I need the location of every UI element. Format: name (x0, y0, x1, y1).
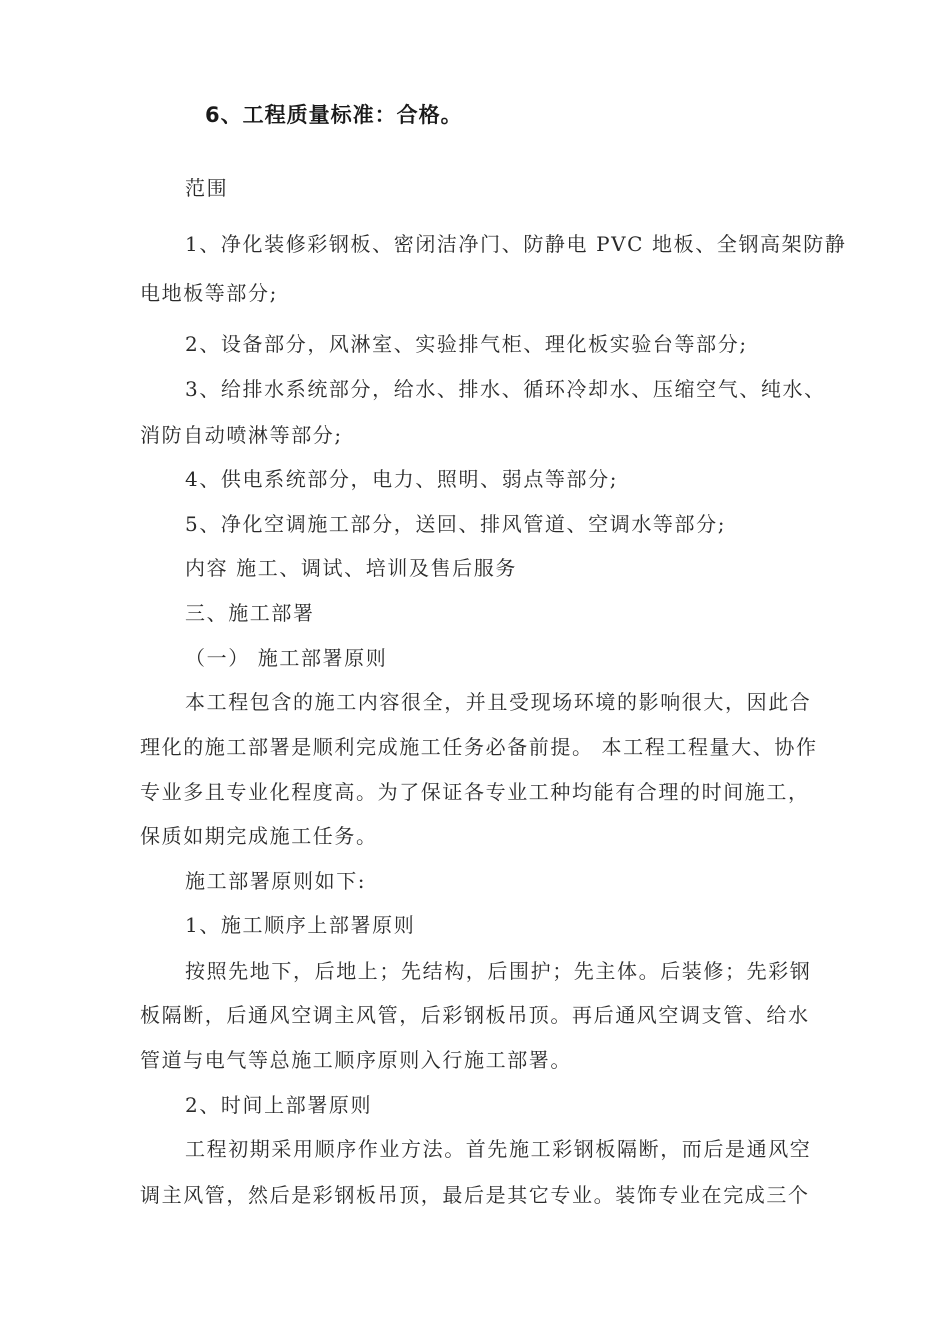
principle-2-line-1: 工程初期采用顺序作业方法。首先施工彩钢板隔断，而后是通风空 (185, 1137, 812, 1161)
principles-intro: 施工部署原则如下: (185, 869, 367, 893)
intro-paragraph-line-4: 保质如期完成施工任务。 (140, 824, 378, 848)
intro-paragraph-line-3: 专业多且专业化程度高。为了保证各专业工种均能有合理的时间施工， (140, 780, 810, 804)
scope-item-3-line-2: 消防自动喷淋等部分; (140, 423, 343, 447)
scope-item-3-line-1: 3、给排水系统部分，给水、排水、循环冷却水、压缩空气、纯水、 (185, 377, 826, 401)
content-line: 内容 施工、调试、培训及售后服务 (185, 556, 517, 580)
principle-1-line-1: 按照先地下，后地上；先结构，后围护；先主体。后装修；先彩钢 (185, 959, 812, 983)
principle-1-line-3: 管道与电气等总施工顺序原则入行施工部署。 (140, 1048, 572, 1072)
intro-paragraph-line-2: 理化的施工部署是顺利完成施工任务必备前提。 本工程工程量大、协作 (140, 735, 818, 759)
scope-item-2: 2、设备部分，风淋室、实验排气柜、理化板实验台等部分; (185, 332, 748, 356)
scope-label: 范围 (185, 176, 229, 200)
principle-1-title: 1、施工顺序上部署原则 (185, 913, 416, 937)
subsection-title: （一） 施工部署原则 (185, 646, 388, 670)
intro-paragraph-line-1: 本工程包含的施工内容很全，并且受现场环境的影响很大，因此合 (185, 690, 812, 714)
principle-2-title: 2、时间上部署原则 (185, 1093, 373, 1117)
scope-item-4: 4、供电系统部分，电力、照明、弱点等部分; (185, 467, 619, 491)
scope-item-5: 5、净化空调施工部分，送回、排风管道、空调水等部分; (185, 512, 727, 536)
principle-2-line-2: 调主风管，然后是彩钢板吊顶，最后是其它专业。装饰专业在完成三个 (140, 1183, 810, 1207)
principle-1-line-2: 板隔断，后通风空调主风管，后彩钢板吊顶。再后通风空调支管、给水 (140, 1003, 810, 1027)
scope-item-1-line-2: 电地板等部分; (140, 281, 278, 305)
scope-item-1-line-1: 1、净化装修彩钢板、密闭洁净门、防静电 PVC 地板、全钢高架防静 (185, 232, 847, 256)
chapter-title: 三、施工部署 (185, 601, 315, 625)
section-heading: 6、工程质量标准：合格。 (205, 103, 463, 127)
